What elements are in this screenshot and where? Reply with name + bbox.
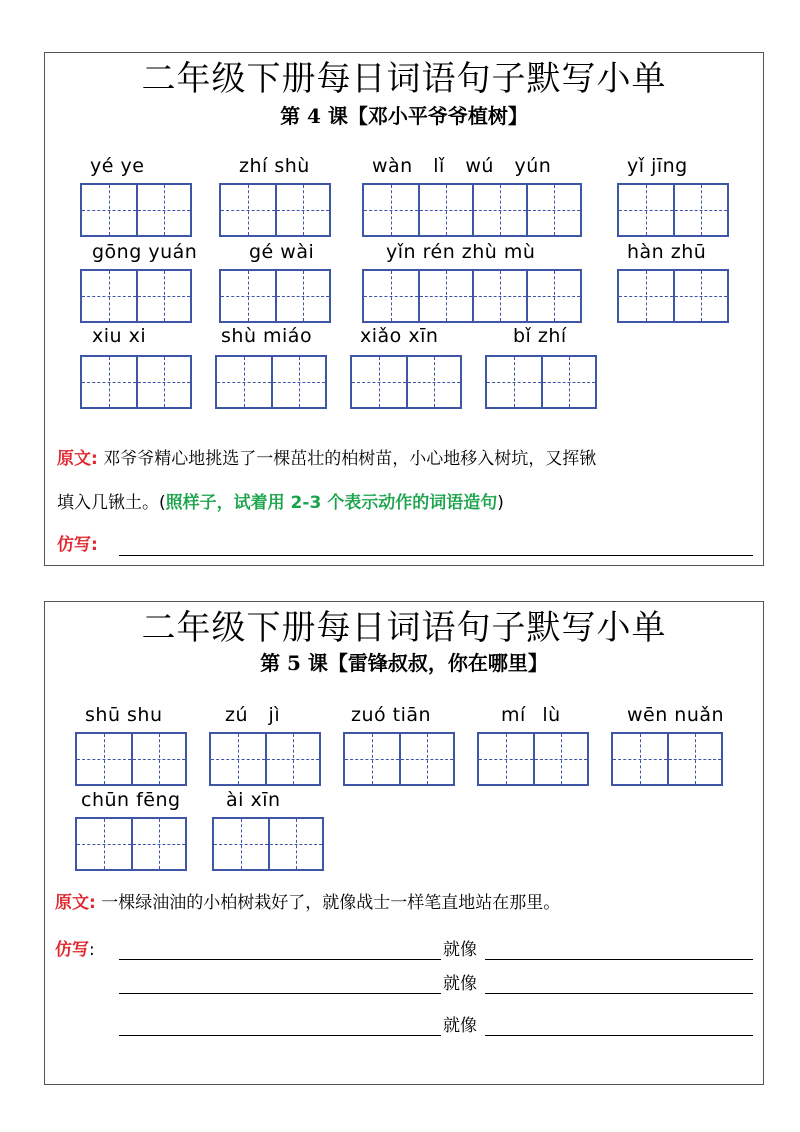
like-word-2: 就像 [443, 974, 477, 994]
instruction-close: ) [497, 493, 504, 513]
original-label: 原文: [57, 449, 98, 469]
like-word-1: 就像 [443, 940, 477, 960]
pinyin-label: yé ye [90, 155, 145, 177]
instruction-text: 照样子，试着用 2-3 个表示动作的词语造句 [165, 493, 498, 513]
pinyin-label: zuó tiān [351, 704, 432, 726]
writing-grid[interactable] [212, 817, 324, 871]
imitate-colon: : [89, 940, 95, 960]
imitate-blank-3b[interactable] [485, 1035, 753, 1036]
writing-grid[interactable] [215, 355, 327, 409]
writing-grid[interactable] [362, 183, 582, 237]
writing-grid[interactable] [219, 183, 331, 237]
pinyin-label: hàn zhū [627, 241, 707, 263]
worksheet-lesson-5 [44, 601, 764, 1085]
pinyin-label: shū shu [85, 704, 163, 726]
writing-grid[interactable] [477, 732, 589, 786]
original-text-line-2 [57, 490, 504, 516]
writing-grid[interactable] [350, 355, 462, 409]
writing-grid[interactable] [75, 817, 187, 871]
pinyin-label: zú jì [225, 704, 281, 726]
writing-grid[interactable] [80, 183, 192, 237]
imitate-blank-1b[interactable] [485, 959, 753, 960]
writing-grid[interactable] [80, 355, 192, 409]
writing-grid[interactable] [485, 355, 597, 409]
pinyin-label: xiǎo xīn [360, 325, 439, 347]
writing-grid[interactable] [209, 732, 321, 786]
original-text-line [55, 890, 560, 916]
lesson-subtitle: 第 4 课【邓小平爷爷植树】 [280, 104, 528, 128]
writing-grid[interactable] [80, 269, 192, 323]
writing-grid[interactable] [219, 269, 331, 323]
imitate-blank-2b[interactable] [485, 993, 753, 994]
pinyin-label: ài xīn [226, 789, 281, 811]
pinyin-label: shù miáo [221, 325, 313, 347]
pinyin-label: mí lù [501, 704, 561, 726]
pinyin-label: xiu xi [92, 325, 147, 347]
pinyin-label: bǐ zhí [513, 325, 567, 347]
writing-grid[interactable] [75, 732, 187, 786]
imitate-blank-2a[interactable] [119, 993, 441, 994]
pinyin-label: zhí shù [239, 155, 310, 177]
pinyin-label: yǐ jīng [627, 155, 688, 177]
like-word-3: 就像 [443, 1016, 477, 1036]
writing-grid[interactable] [343, 732, 455, 786]
worksheet-lesson-4 [44, 52, 764, 566]
imitate-label: 仿写 [55, 940, 89, 960]
original-text-line-1 [57, 446, 596, 472]
imitate-row-1 [55, 937, 95, 963]
pinyin-label: yǐn rén zhù mù [386, 241, 536, 263]
pinyin-label: gōng yuán [92, 241, 198, 263]
original-text: 邓爷爷精心地挑选了一棵茁壮的柏树苗，小心地移入树坑，又挥锹 [103, 449, 597, 469]
original-text-cont: 填入几锹土。( [57, 493, 166, 513]
imitate-answer-line[interactable] [119, 555, 753, 556]
lesson-subtitle: 第 5 课【雷锋叔叔，你在哪里】 [260, 651, 548, 675]
worksheet-title: 二年级下册每日词语句子默写小单 [141, 608, 667, 648]
writing-grid[interactable] [362, 269, 582, 323]
original-label: 原文: [55, 893, 96, 913]
pinyin-label: gé wài [249, 241, 315, 263]
imitate-label: 仿写: [57, 535, 98, 555]
writing-grid[interactable] [617, 269, 729, 323]
pinyin-label: chūn fēng [81, 789, 181, 811]
worksheet-title: 二年级下册每日词语句子默写小单 [141, 59, 667, 99]
pinyin-label: wēn nuǎn [627, 704, 725, 726]
imitate-blank-3a[interactable] [119, 1035, 441, 1036]
pinyin-label: wàn lǐ wú yún [372, 155, 552, 177]
original-text: 一棵绿油油的小柏树栽好了，就像战士一样笔直地站在那里。 [101, 893, 561, 913]
writing-grid[interactable] [617, 183, 729, 237]
writing-grid[interactable] [611, 732, 723, 786]
imitate-blank-1a[interactable] [119, 959, 441, 960]
